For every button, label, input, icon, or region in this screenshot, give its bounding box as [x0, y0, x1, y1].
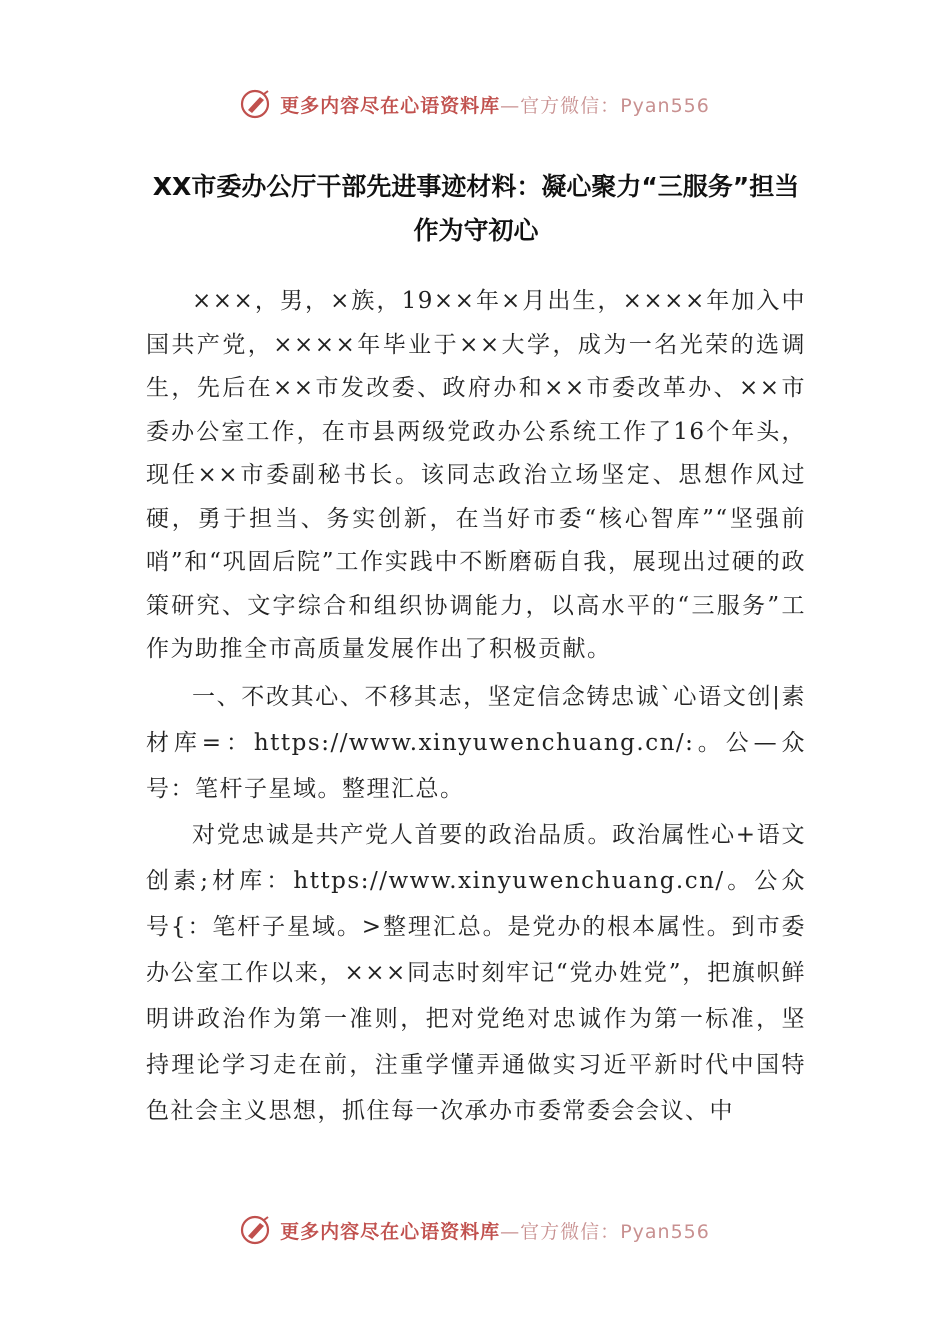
- banner-text: 更多内容尽在心语资料库—官方微信：Pyan556: [280, 94, 710, 117]
- document-body: [146, 280, 806, 1134]
- pen-logo-icon: [240, 1214, 272, 1246]
- paragraph-intro: ×××，男，×族，19××年×月出生，××××年加入中国共产党，××××年毕业于××大学，成为一名光荣的选调生，先后在××市发改委、政府办和××市委改革办、××市委办公室工作，在市县两级党政办公系统工作了16个年头，现任××市委副秘书长。该同志政治立场坚定、思想作风过硬，勇于担当、务实创新，在当好市委“核心智库”“坚强前哨”和“巩固后院”工作实践中不断磨砺自我，展现出过硬的政策研究、文字综合和组织协调能力，以高水平的“三服务”工作为助推全市高质量发展作出了积极贡献。: [146, 288, 806, 662]
- pen-logo-icon: [240, 88, 272, 120]
- banner-text: 更多内容尽在心语资料库—官方微信：Pyan556: [280, 1220, 710, 1243]
- header-banner: [0, 84, 950, 124]
- footer-banner: [0, 1210, 950, 1250]
- paragraph-section-heading: 一、不改其心、不移其志，坚定信念铸忠诚`心语文创|素材库=：https://www.xinyuwenchuang.cn/:。公—众号：笔杆子星域。整理汇总。: [146, 683, 806, 802]
- document-title: XX市委办公厅干部先进事迹材料：凝心聚力“三服务”担当作为守初心: [152, 172, 800, 245]
- paragraph-loyalty: 对党忠诚是共产党人首要的政治品质。政治属性心+语文创素;材库：https://www.xinyuwenchuang.cn/。公众号{：笔杆子星域。>整理汇总。是党办的根本属性。到市委办公室工作以来，×××同志时刻牢记“党办姓党”，把旗帜鲜明讲政治作为第一准则，把对党绝对忠诚作为第一标准，坚持理论学习走在前，注重学懂弄通做实习近平新时代中国特色社会主义思想，抓住每一次承办市委常委会会议、中: [146, 821, 806, 1124]
